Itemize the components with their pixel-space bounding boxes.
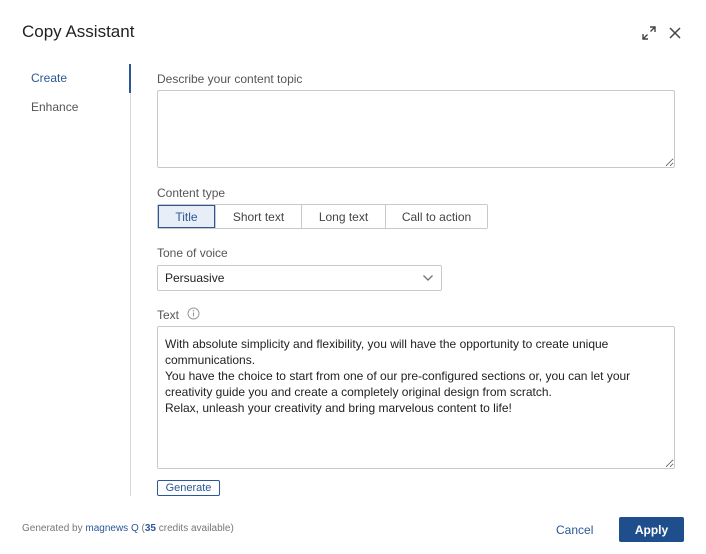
text-label: Text [157,308,180,322]
content-type-short-text[interactable]: Short text [215,205,301,228]
nav-item-create[interactable]: Create [31,71,68,85]
text-output[interactable]: With absolute simplicity and flexibility, you will have the opportunity to create unique communications. You have the choice to start from one of our pre-configured sections or, you can let your creativity guide you and create a completely original design from scratch. Relax, unleash your creativity and bring marvelous content to life! [157,326,675,469]
content-type-title[interactable]: Title [158,205,215,228]
nav-item-enhance[interactable]: Enhance [31,100,79,114]
brand-link[interactable]: magnews Q [85,523,139,534]
content-type-long-text[interactable]: Long text [301,205,385,228]
credits-text: credits available) [155,523,234,534]
info-icon[interactable] [187,307,200,320]
tone-label: Tone of voice [157,246,228,260]
expand-icon[interactable] [640,24,658,42]
topic-label: Describe your content topic [157,72,303,86]
tone-value: Persuasive [165,271,225,285]
credits-count: 35 [144,523,156,534]
credits-footer [22,523,234,534]
content-type-call-to-action[interactable]: Call to action [385,205,487,228]
side-nav [0,64,131,496]
cancel-button[interactable]: Cancel [556,523,594,537]
content-type-selector [157,204,488,229]
generate-button[interactable]: Generate [157,480,220,496]
apply-button[interactable]: Apply [619,517,684,542]
topic-input[interactable] [157,90,675,168]
close-icon[interactable] [666,24,684,42]
content-type-label: Content type [157,186,226,200]
dialog-title: Copy Assistant [22,22,135,41]
nav-active-indicator [129,64,131,93]
tone-select[interactable] [157,265,442,291]
credits-open: ( [138,523,145,534]
chevron-down-icon [422,271,434,285]
generated-by-text: Generated by [22,523,86,534]
